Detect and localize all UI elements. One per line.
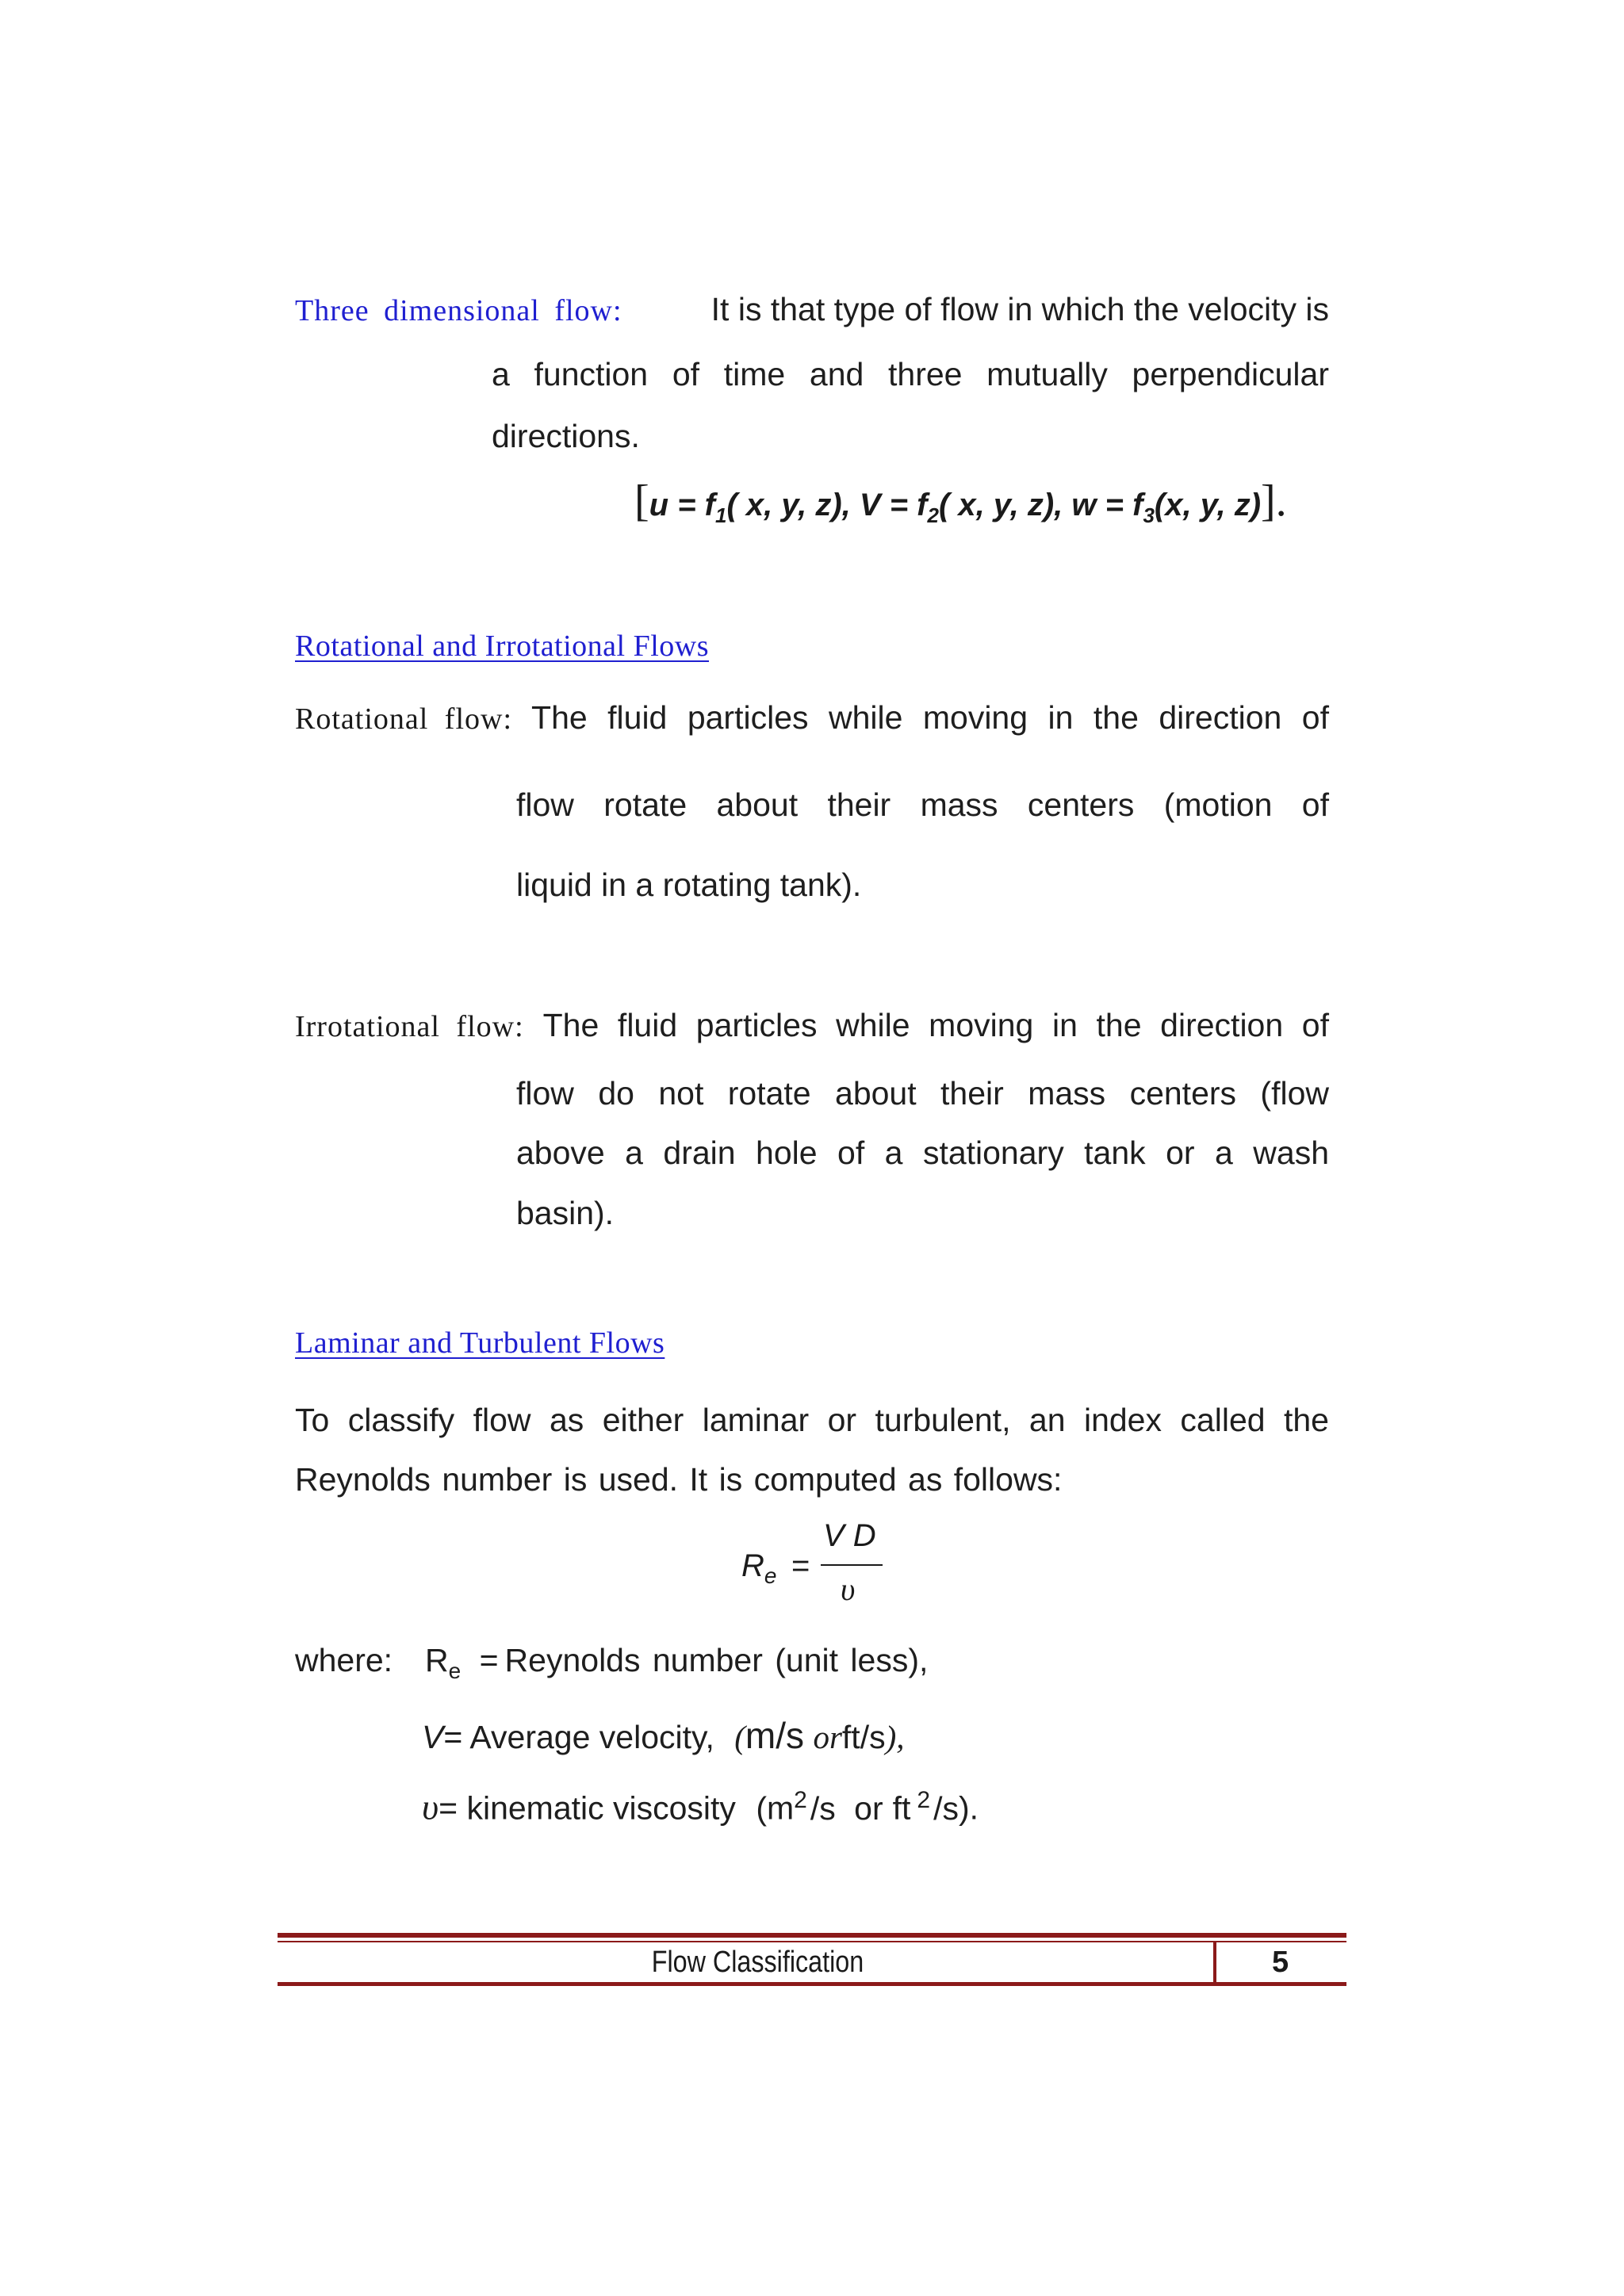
rotational-flow-line3: liquid in a rotating tank).	[516, 867, 862, 903]
formula-lhs: $R_e$	[741, 1548, 777, 1588]
velocity-components-equation: [$u = f_1$( x, y, z), $V = f_2$( x, y, z), $w = f_3(x$, y, z)].	[634, 476, 1287, 527]
footer-title: Flow Classification	[651, 1946, 864, 1979]
irrotational-flow-line2: flow do not rotate about their mass centers (flow	[516, 1075, 1329, 1112]
rotational-flow-block	[295, 699, 1329, 737]
footer-bottom-rule	[278, 1982, 1346, 1986]
def-kinematic-viscosity: υ= kinematic viscosity ($m^2/s$ or ft $^2$/s).	[422, 1786, 979, 1827]
irrotational-flow-line4: basin).	[516, 1195, 615, 1231]
footer-top-rule-thick	[278, 1933, 1346, 1938]
rotational-flow-line1: The fluid particles while moving in the direction of	[531, 699, 1329, 736]
reynolds-formula	[741, 1518, 884, 1613]
rotational-flow-line2: flow rotate about their mass centers (motion of	[516, 786, 1329, 823]
formula-equals: =	[791, 1548, 810, 1583]
three-d-flow-term: Three dimensional flow:	[295, 294, 622, 327]
formula-denominator: υ	[841, 1571, 856, 1607]
irrotational-flow-term: Irrotational flow:	[295, 1010, 524, 1043]
three-d-flow-line1: It is that type of flow in which the velocity is	[710, 291, 1329, 327]
rotational-flow-term: Rotational flow:	[295, 702, 513, 736]
three-d-flow-line2: a function of time and three mutually perpendicular	[492, 356, 1329, 392]
def-reynolds: $R_e$ = Reynolds number (unit less),	[425, 1642, 929, 1684]
formula-numerator: V D	[823, 1518, 876, 1553]
rotational-irrotational-heading: Rotational and Irrotational Flows	[295, 629, 710, 663]
three-d-flow-line3: directions.	[492, 418, 640, 454]
laminar-para-line2: Reynolds number is used. It is computed as follows:	[295, 1461, 1063, 1498]
footer-top-rule-thin	[278, 1941, 1346, 1942]
page-number: 5	[1272, 1946, 1289, 1979]
fraction-bar	[821, 1564, 883, 1566]
three-d-flow-block	[295, 293, 1329, 335]
where-label: where:	[295, 1642, 393, 1678]
irrotational-flow-line1: The fluid particles while moving in the direction of	[542, 1007, 1329, 1043]
irrotational-flow-line3: above a drain hole of a stationary tank or a wash	[516, 1135, 1329, 1171]
irrotational-flow-block	[295, 1009, 1329, 1044]
footer-divider	[1213, 1941, 1216, 1985]
laminar-para-line1: To classify flow as either laminar or turbulent, an index called the	[295, 1402, 1329, 1438]
laminar-turbulent-heading: Laminar and Turbulent Flows	[295, 1326, 665, 1360]
def-velocity: V= Average velocity, (m/s orft/s),	[422, 1715, 905, 1756]
